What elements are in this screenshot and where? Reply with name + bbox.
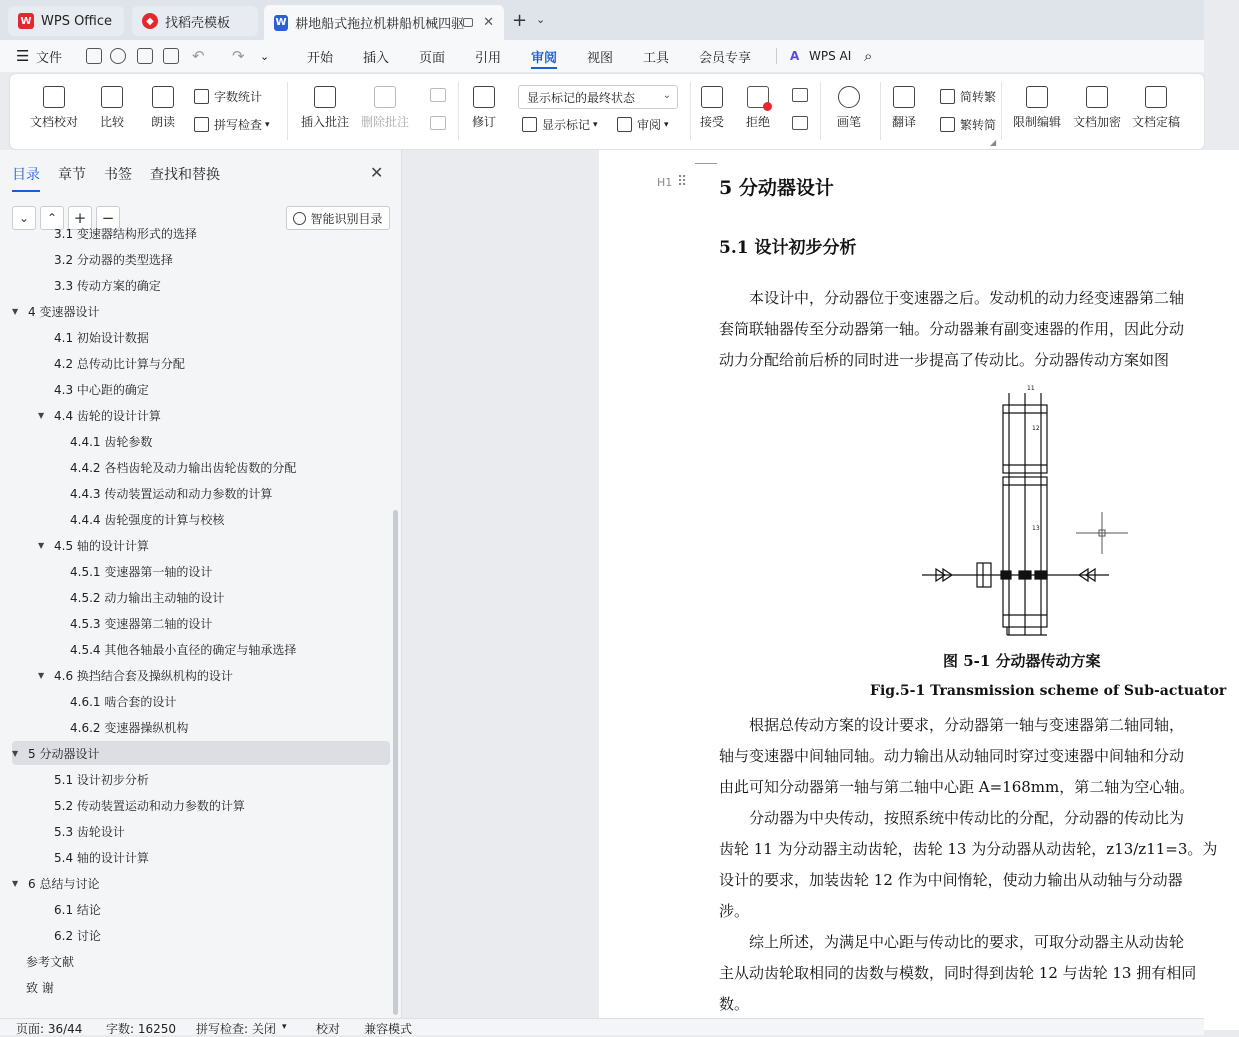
drag-handle-icon[interactable]: ⠿ — [677, 174, 686, 190]
chevron-down-icon: ⌄ — [662, 90, 671, 101]
toc-item-label: 4.3 中心距的确定 — [54, 382, 149, 397]
paragraph-line: 套筒联轴器传至分动器第一轴。分动器兼有副变速器的作用，因此分动 — [719, 320, 1185, 338]
proofread-icon — [43, 86, 65, 108]
toc-item[interactable] — [12, 741, 390, 765]
paragraph-line: 轴与变速器中间轴同轴。动力输出从动轴同时穿过变速器中间轴和分动 — [719, 747, 1185, 765]
word-count-label: 字数统计 — [214, 90, 263, 104]
next-change-icon[interactable] — [792, 116, 808, 130]
encrypt-icon — [1086, 86, 1108, 108]
toc-item[interactable] — [12, 585, 390, 609]
delete-comment-button[interactable] — [361, 86, 409, 130]
close-tab-icon[interactable]: ✕ — [483, 15, 494, 30]
print-preview-icon[interactable] — [163, 48, 179, 64]
chevron-down-icon: ▾ — [265, 119, 270, 130]
bearing-block — [1035, 571, 1047, 579]
toc-item[interactable] — [12, 715, 390, 739]
translate-button[interactable] — [892, 86, 916, 130]
toc-item-label: 6.2 讨论 — [54, 928, 101, 943]
menu-file[interactable]: 文件 — [36, 50, 63, 66]
word-doc-icon: W — [274, 15, 288, 31]
toc-item-label: 4.5.2 动力输出主动轴的设计 — [70, 590, 225, 605]
paragraph-line: 由此可知分动器第一轴与第二轴中心距 A=168mm，第二轴为空心轴。 — [719, 778, 1195, 796]
nav-tab-toc[interactable]: 目录 — [12, 164, 40, 184]
print-icon[interactable] — [137, 48, 153, 64]
section-heading: 5.1 设计初步分析 — [719, 238, 857, 258]
proofread-button[interactable] — [30, 86, 78, 130]
redo-icon[interactable]: ↷ — [232, 47, 245, 65]
smart-toc-label: 智能识别目录 — [310, 211, 383, 226]
review-pane-icon — [617, 117, 632, 132]
comment-icon — [314, 86, 336, 108]
chevron-down-icon[interactable]: ⌄ — [536, 13, 546, 26]
compare-button[interactable] — [100, 86, 124, 130]
insert-comment-label: 插入批注 — [301, 115, 350, 129]
ribbon-divider — [1001, 82, 1002, 140]
menu-view[interactable]: 视图 — [587, 50, 614, 66]
menu-membership[interactable]: 会员专享 — [699, 50, 752, 66]
restrict-editing-button[interactable] — [1013, 86, 1061, 130]
toc-item-label: 6 总结与讨论 — [28, 876, 100, 891]
toc-item-label: 5 分动器设计 — [28, 746, 100, 761]
word-count-button[interactable] — [194, 88, 262, 105]
toc-item-label: 5.2 传动装置运动和动力参数的计算 — [54, 798, 245, 813]
proofread-label: 文档校对 — [30, 115, 79, 129]
toc-item-label: 4.5.3 变速器第二轴的设计 — [70, 616, 213, 631]
menu-insert[interactable]: 插入 — [363, 50, 390, 66]
toc-item[interactable] — [12, 559, 390, 583]
toc-item[interactable] — [12, 637, 390, 661]
status-bar — [0, 1018, 1204, 1035]
toc-item[interactable] — [12, 221, 390, 245]
toc-item[interactable] — [12, 325, 390, 349]
chevron-down-icon: ▾ — [664, 119, 669, 130]
toc-item-label: 3.2 分动器的类型选择 — [54, 252, 173, 267]
to-traditional-label: 简转繁 — [960, 90, 997, 104]
reject-label: 拒绝 — [746, 115, 771, 129]
toc-item-label: 4.4.4 齿轮强度的计算与校核 — [70, 512, 225, 527]
to-traditional-button[interactable] — [940, 88, 996, 105]
toc-item-label: 4.5 轴的设计计算 — [54, 538, 149, 553]
toc-item-label: 4.1 初始设计数据 — [54, 330, 149, 345]
menu-divider — [776, 48, 777, 64]
toc-scrollbar[interactable] — [393, 510, 398, 1015]
save-icon[interactable] — [86, 48, 102, 64]
to-simplified-label: 繁转简 — [960, 118, 997, 132]
expand-arrow-icon[interactable]: ▼ — [12, 878, 19, 888]
ribbon-divider — [458, 82, 459, 140]
ribbon-divider — [880, 82, 881, 140]
toc-item[interactable] — [12, 403, 390, 427]
toc-item-label: 5.4 轴的设计计算 — [54, 850, 149, 865]
toc-item-label: 4 变速器设计 — [28, 304, 100, 319]
read-aloud-button[interactable] — [151, 86, 175, 130]
menu-bar — [0, 40, 1204, 72]
bearing-block — [1019, 571, 1031, 579]
compare-icon — [101, 86, 123, 108]
tab-current-document[interactable] — [264, 5, 504, 40]
spell-check-button[interactable] — [194, 116, 270, 133]
toc-item-label: 5.3 齿轮设计 — [54, 824, 125, 839]
review-pane-button[interactable] — [617, 116, 669, 133]
encrypt-document-button[interactable] — [1073, 86, 1121, 130]
close-icon[interactable]: ✕ — [370, 163, 384, 182]
toc-item[interactable] — [12, 533, 390, 557]
toc-item-label: 4.4 齿轮的设计计算 — [54, 408, 161, 423]
markup-state-value: 显示标记的最终状态 — [527, 90, 636, 105]
to-traditional-icon — [940, 89, 955, 104]
toc-item[interactable] — [12, 845, 390, 869]
accept-icon — [701, 86, 723, 108]
toc-item-label: 3.3 传动方案的确定 — [54, 278, 161, 293]
tab-wps-office[interactable] — [8, 6, 124, 36]
paragraph-line: 涉。 — [719, 902, 750, 920]
paragraph-line: 数。 — [719, 995, 750, 1013]
track-changes-button[interactable] — [472, 86, 496, 130]
toc-item[interactable] — [12, 351, 390, 375]
undo-icon[interactable]: ↶ — [192, 47, 205, 65]
menu-tools[interactable]: 工具 — [643, 50, 670, 66]
toc-item-label: 5.1 设计初步分析 — [54, 772, 149, 787]
expand-group-icon[interactable]: ◢ — [990, 138, 997, 147]
quick-access-more-icon[interactable]: ⌄ — [260, 49, 270, 63]
toc-item-label: 4.4.2 各档齿轮及动力输出齿轮齿数的分配 — [70, 460, 297, 475]
paragraph-line: 本设计中，分动器位于变速器之后。发动机的动力经变速器第二轴 — [719, 289, 1185, 307]
navigation-pane — [0, 150, 402, 1018]
monitor-icon — [463, 18, 473, 27]
review-pane-label: 审阅 — [637, 118, 662, 132]
gear-label-11: 11 — [1027, 385, 1035, 392]
paragraph-line: 主从动齿轮取相同的齿数与模数，同时得到齿轮 12 与齿轮 13 拥有相同 — [719, 964, 1197, 982]
insert-comment-button[interactable] — [301, 86, 349, 130]
paragraph-line: 分动器为中央传动，按照系统中传动比的分配，分动器的传动比为 — [719, 809, 1185, 827]
menu-wps-ai[interactable]: WPS AI — [809, 49, 852, 63]
toc-item-label: 4.5.4 其他各轴最小直径的确定与轴承选择 — [70, 642, 297, 657]
docer-icon: ◆ — [142, 13, 158, 29]
proofread-indicator[interactable]: 校对 — [316, 1022, 341, 1036]
tab-label: 找稻壳模板 — [165, 15, 231, 31]
toc-item[interactable] — [12, 481, 390, 505]
expand-arrow-icon[interactable]: ▼ — [38, 670, 45, 680]
translate-label: 翻译 — [892, 115, 917, 129]
compare-label: 比较 — [100, 115, 125, 129]
toc-item[interactable] — [12, 377, 390, 401]
nav-tab-bookmarks[interactable]: 书签 — [104, 167, 132, 183]
toc-item-label: 4.5.1 变速器第一轴的设计 — [70, 564, 213, 579]
chevron-down-icon[interactable]: ▾ — [282, 1022, 287, 1032]
paragraph-line: 根据总传动方案的设计要求，分动器第一轴与变速器第二轴同轴， — [719, 716, 1185, 734]
paragraph-line: 动力分配给前后桥的同时进一步提高了传动比。分动器传动方案如图 — [719, 351, 1170, 369]
next-comment-icon[interactable] — [430, 116, 446, 130]
expand-arrow-icon[interactable]: ▼ — [38, 540, 45, 550]
gear-label-12: 12 — [1032, 425, 1040, 432]
ribbon-divider — [690, 82, 691, 140]
toc-item-label: 4.6.1 啮合套的设计 — [70, 694, 177, 709]
show-markup-label: 显示标记 — [542, 118, 591, 132]
ribbon-divider — [820, 82, 821, 140]
spell-check-label: 拼写检查 — [214, 118, 263, 132]
menu-home[interactable]: 开始 — [307, 50, 334, 66]
accept-button[interactable] — [700, 86, 724, 130]
restrict-editing-label: 限制编辑 — [1013, 115, 1062, 129]
heading-level-marker: H1 — [657, 176, 673, 189]
spell-check-icon — [194, 117, 209, 132]
expand-arrow-icon[interactable]: ▼ — [12, 306, 19, 316]
wps-logo-icon: W — [18, 13, 34, 29]
toc-item[interactable] — [12, 975, 390, 999]
toc-item[interactable] — [12, 949, 390, 973]
toc-item[interactable] — [12, 299, 390, 323]
nav-tab-chapters[interactable]: 章节 — [58, 167, 86, 183]
paragraph-line: 综上所述，为满足中心距与传动比的要求，可取分动器主从动齿轮 — [719, 933, 1185, 951]
toc-item-label: 4.4.3 传动装置运动和动力参数的计算 — [70, 486, 273, 501]
figure-caption-en: Fig.5-1 Transmission scheme of Sub-actuator — [870, 683, 1227, 699]
toc-item[interactable] — [12, 273, 390, 297]
toc-item-label: 4.4.1 齿轮参数 — [70, 434, 153, 449]
expand-arrow-icon[interactable]: ▼ — [38, 410, 45, 420]
menu-page[interactable]: 页面 — [419, 50, 446, 66]
previous-change-icon[interactable] — [792, 88, 808, 102]
toc-list — [0, 226, 392, 1018]
toc-item-label: 3.1 变速器结构形式的选择 — [54, 226, 197, 241]
toc-item[interactable] — [12, 689, 390, 713]
show-markup-icon — [522, 117, 537, 132]
translate-icon — [893, 86, 915, 108]
plus-icon: + — [73, 209, 87, 227]
finalize-document-button[interactable] — [1132, 86, 1180, 130]
tab-docer-templates[interactable] — [132, 6, 258, 36]
ribbon-divider — [287, 82, 288, 140]
document-page[interactable] — [599, 150, 1239, 1030]
figure-caption-cn: 图 5-1 分动器传动方案 — [943, 652, 1101, 670]
toc-item[interactable] — [12, 897, 390, 921]
chevron-down-icon: ▾ — [593, 119, 598, 130]
read-aloud-label: 朗读 — [151, 115, 176, 129]
minus-icon: − — [101, 209, 115, 227]
title-tab-bar — [0, 0, 1204, 40]
toc-item-label: 致 谢 — [26, 980, 54, 995]
tab-label: WPS Office — [41, 13, 113, 29]
finalize-icon — [1145, 86, 1167, 108]
chapter-heading: 5 分动器设计 — [719, 177, 834, 199]
crop-mark — [695, 150, 717, 164]
pen-label: 画笔 — [837, 115, 862, 129]
delete-comment-label: 删除批注 — [361, 115, 410, 129]
toc-item-label: 4.2 总传动比计算与分配 — [54, 356, 185, 371]
restrict-editing-icon — [1026, 86, 1048, 108]
document-area — [403, 150, 1227, 1018]
word-count-indicator[interactable]: 字数: 16250 — [106, 1022, 177, 1036]
bearing-block — [1001, 571, 1011, 579]
menu-review[interactable]: 审阅 — [531, 40, 557, 72]
reject-button[interactable] — [746, 86, 770, 130]
toc-item[interactable] — [12, 663, 390, 687]
accept-label: 接受 — [700, 115, 725, 129]
read-aloud-icon — [152, 86, 174, 108]
to-simplified-icon — [940, 117, 955, 132]
chevron-down-icon: ⌄ — [18, 211, 30, 225]
wps-ai-logo-icon: A — [790, 49, 800, 63]
toc-item-label: 6.1 结论 — [54, 902, 101, 917]
track-changes-icon — [473, 86, 495, 108]
gear-label-13: 13 — [1032, 525, 1040, 532]
pen-icon — [838, 86, 860, 108]
new-tab-icon[interactable]: + — [512, 10, 528, 31]
export-icon[interactable] — [110, 48, 126, 64]
nav-tab-find-replace[interactable]: 查找和替换 — [150, 167, 220, 183]
toc-item-label: 参考文献 — [26, 954, 75, 969]
toc-item[interactable] — [12, 793, 390, 817]
review-ribbon — [10, 74, 1204, 149]
delete-comment-icon — [374, 86, 396, 108]
toc-item[interactable] — [12, 429, 390, 453]
reject-icon — [747, 86, 769, 108]
toc-item[interactable] — [12, 819, 390, 843]
toc-item[interactable] — [12, 611, 390, 635]
search-icon[interactable]: ⌕ — [864, 47, 873, 65]
tab-label: 耕地船式拖拉机耕船机械四驱 — [295, 17, 465, 32]
finalize-label: 文档定稿 — [1132, 115, 1181, 129]
compat-mode-indicator: 兼容模式 — [364, 1022, 413, 1036]
page-indicator[interactable]: 页面: 36/44 — [16, 1022, 83, 1036]
paragraph-line: 设计的要求，加装齿轮 12 作为中间惰轮，使动力输出从动轴与分动器 — [719, 871, 1183, 889]
paragraph-line: 齿轮 11 为分动器主动齿轮，齿轮 13 为分动器从动齿轮，z13/z11=3。为 — [719, 840, 1218, 858]
spell-check-indicator[interactable]: 拼写检查: 关闭 — [196, 1022, 276, 1036]
markup-state-select[interactable] — [518, 85, 678, 109]
to-simplified-button[interactable] — [940, 116, 996, 133]
toc-item[interactable] — [12, 871, 390, 895]
track-changes-label: 修订 — [472, 115, 497, 129]
toc-item[interactable] — [12, 507, 390, 531]
menu-references[interactable]: 引用 — [475, 50, 502, 66]
previous-comment-icon[interactable] — [430, 88, 446, 102]
toc-item[interactable] — [12, 923, 390, 947]
toc-item[interactable] — [12, 455, 390, 479]
toc-item[interactable] — [12, 247, 390, 271]
encrypt-label: 文档加密 — [1073, 115, 1122, 129]
word-count-icon — [194, 89, 209, 104]
toc-item-label: 4.6 换挡结合套及操纵机构的设计 — [54, 668, 233, 683]
hamburger-icon[interactable]: ☰ — [16, 47, 30, 65]
toc-item[interactable] — [12, 767, 390, 791]
show-markup-button[interactable] — [522, 116, 598, 133]
expand-arrow-icon[interactable]: ▼ — [12, 748, 19, 758]
crosshair-cursor-icon — [1076, 512, 1128, 554]
pen-button[interactable] — [837, 86, 861, 130]
chevron-up-icon: ⌃ — [46, 211, 58, 225]
toc-item-label: 4.6.2 变速器操纵机构 — [70, 720, 189, 735]
